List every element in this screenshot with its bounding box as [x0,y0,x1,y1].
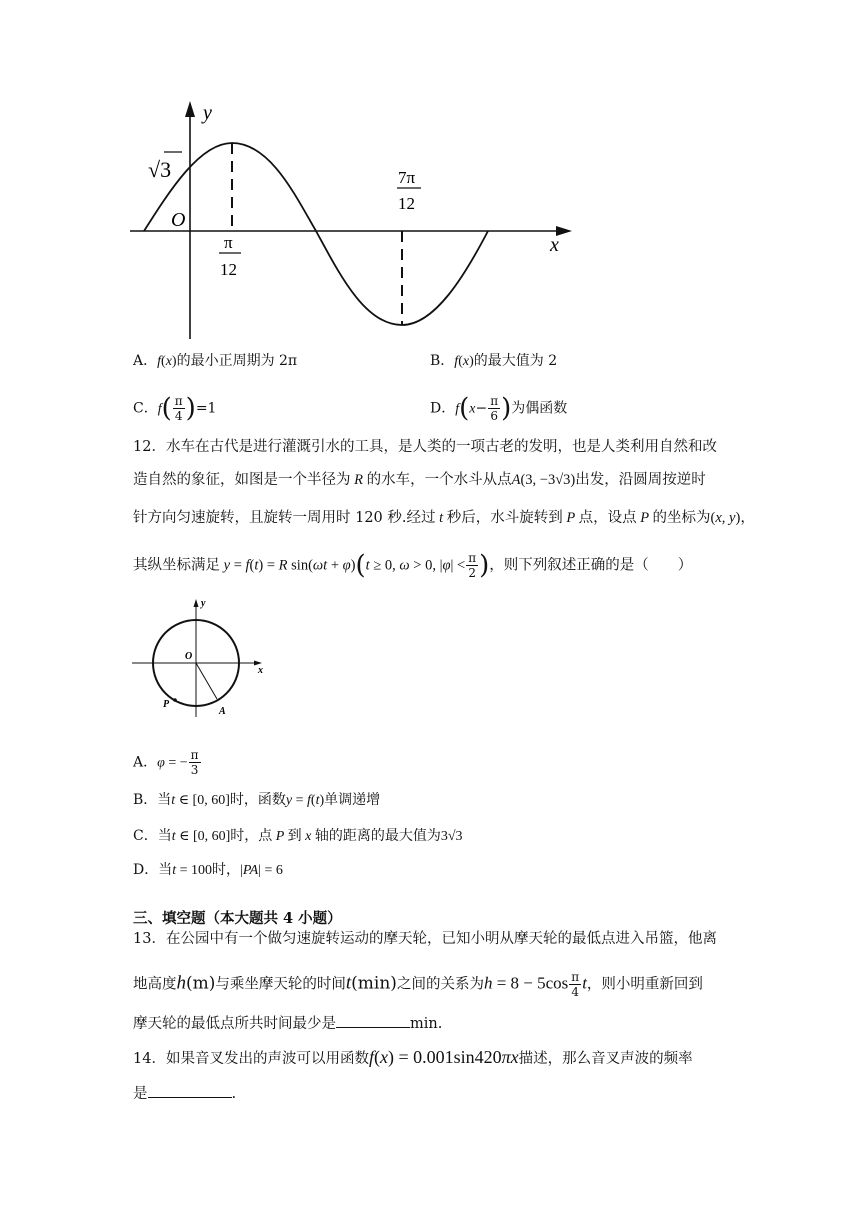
q12-option-c: C．当t ∈ [0, 60]时，点 P 到 x 轴的距离的最大值为3√3 [133,828,463,844]
f-of-x: f(x) [157,354,177,369]
q12-line-4: 其纵坐标满足 y = f(t) = R sin(ωt + φ)(t ≥ 0, ω > 0, |φ| < $\frac{\pi}{2}$ )，则下列叙述正确的是（ ） [133,550,693,581]
q14-answer-blank[interactable] [148,1083,232,1098]
pi-over-6-fraction: $\frac{\pi}{6}$ [490,394,499,423]
origin-label: O [171,209,186,231]
f-of-x: f(x) [454,354,474,369]
pi-over-12-numerator: π [224,233,233,252]
pi-over-12-denominator: 12 [220,260,237,279]
sqrt3-label: √3 [148,157,172,182]
q12-option-d: D．当t = 100时，|PA| = 6 [133,862,283,878]
pi-over-4-fraction: $\frac{\pi}{4}$ [174,394,183,423]
fig2-y-label: y [201,598,206,609]
x-axis-label: x [550,234,559,256]
fig2-point-A-label: A [219,706,226,717]
q12-option-b: B．当t ∈ [0, 60]时，函数y = f(t)单调递增 [133,792,381,808]
fig2-point-P-label: P [163,699,170,710]
radius-to-A [196,663,217,699]
q14-line-2: 是 . [133,1083,236,1104]
sine-curve [144,143,488,325]
q12-option-a: A．φ = − $\frac{\pi}{3}$ [133,748,199,777]
sine-graph-figure [120,95,580,345]
q14-line-1: 14．如果音叉发出的声波可以用函数f(x) = 0.001sin420πx描述，那么音叉声波的频率 [133,1047,693,1067]
q12-line-1: 12．水车在古代是进行灌溉引水的工具，是人类的一项古老的发明，也是人类利用自然和改 [133,439,717,455]
q11-option-d: D．f(x− $\frac{\pi}{6}$ )为偶函数 [430,393,568,424]
y-axis-arrow [185,101,195,117]
q11-option-c: C．f( $\frac{\pi}{4}$ )=1 [133,393,217,424]
q11-option-b: B．f(x)的最大值为 2 [430,353,558,369]
q13-answer-blank[interactable] [336,1013,410,1028]
fig2-x-label: x [258,665,263,676]
q13-line-3: 摩天轮的最低点所共时间最少是 min. [133,1013,442,1034]
q12-line-2: 造自然的象征，如图是一个半径为 R 的水车，一个水斗从点A(3, −3√3)出发，沿圆周按逆时 [133,472,706,488]
q13-line-2: 地高度h(m)与乘坐摩天轮的时间t(min)之间的关系为h = 8 − 5cos $\frac{\pi}{4}$ t，则小明重新回到 [133,970,703,999]
q13-line-1: 13．在公园中有一个做匀速旋转运动的摩天轮，已知小明从摩天轮的最低点进入吊篮，他离 [133,931,717,947]
section-3-heading: 三、填空题（本大题共 4 小题） [133,910,342,927]
fig2-origin-label: O [185,651,193,662]
point-P [173,698,177,702]
7pi-over-12-denominator: 12 [398,194,415,213]
y-axis-label: y [203,102,212,124]
q12-line-3: 针方向匀速旋转，且旋转一周用时 120 秒.经过 t 秒后，水斗旋转到 P 点，设点 P 的坐标为(x, y)， [133,510,755,526]
q11-option-a: A．f(x)的最小正周期为 2π [133,353,298,369]
water-wheel-figure [130,595,280,720]
fig2-y-arrow [194,599,199,607]
7pi-over-12-numerator: 7π [398,168,416,187]
